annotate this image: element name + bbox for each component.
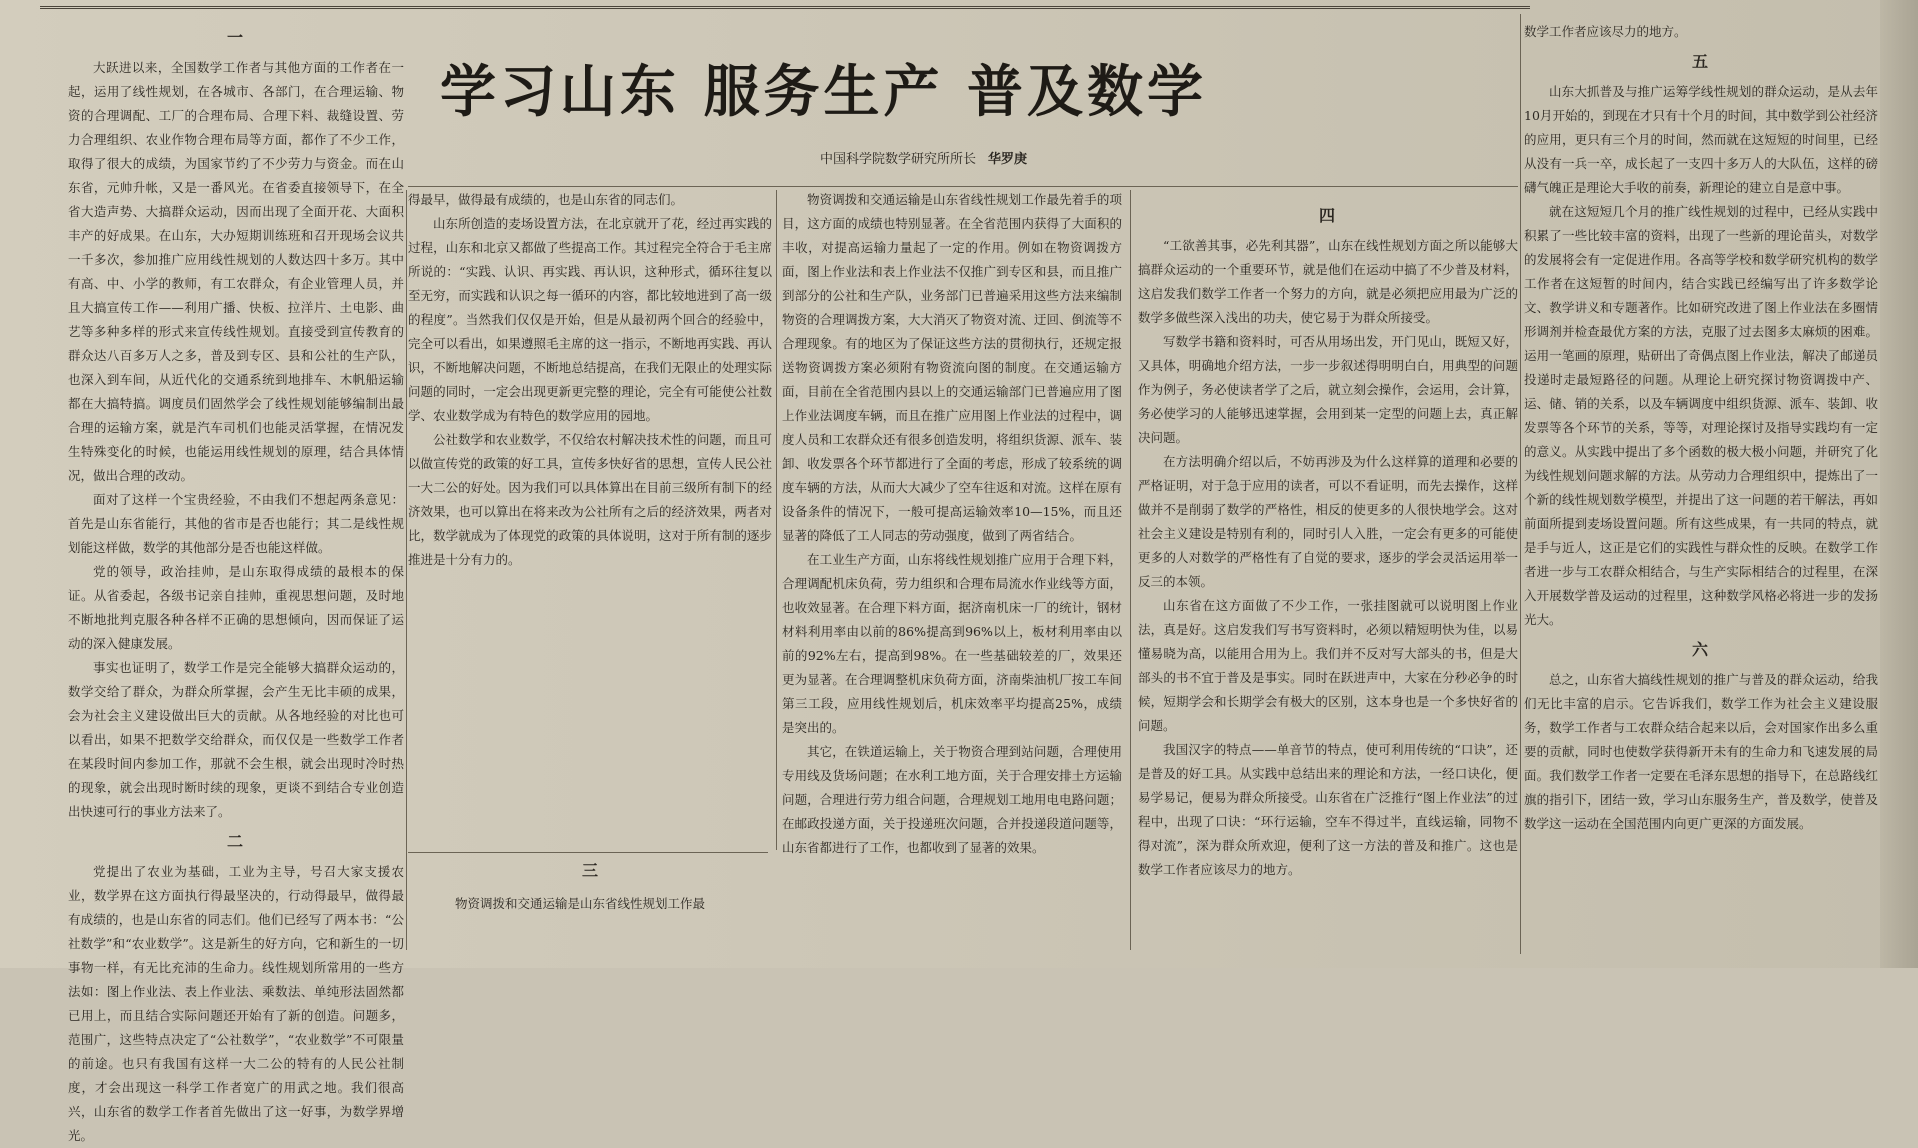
section-six-paragraph-1: 总之，山东省大搞线性规划的推广与普及的群众运动，给我们无比丰富的启示。它告诉我们，数学工作为社会主义建设服务，数学工作者与工农群众结合起来以后，会对国家作出多么重要的贡献，同时也使数学获得新开未有的生命力和飞速发展的局面。我们数学工作者一定要在毛泽东思想的指导下，在总路线红旗的指引下，团结一致，学习山东服务生产，普及数学，使普及数学这一运动在全国范围内向更广更深的方面发展。 xyxy=(1524,672,1878,831)
section-two-paragraph-1-cont: 得最早，做得最有成绩的，也是山东省的同志们。 xyxy=(408,192,684,207)
byline-affiliation: 中国科学院数学研究所所长 xyxy=(820,152,977,167)
headline: 学习山东 服务生产 普及数学 xyxy=(440,59,1207,125)
column-3 xyxy=(782,188,1122,928)
section-two-paragraph-2: 山东所创造的麦场设置方法，在北京就开了花，经过再实践的过程，山东和北京又都做了些提高工作。其过程完全符合于毛主席所说的：“实践、认识、再实践、再认识，这种形式，循环往复以至无穷，而实践和认识之每一循环的内容，都比较地进到了高一级的程度”。当然我们仅仅是开始，但是从最初两个回合的经验中，完全可以看出，如果遵照毛主席的这一指示，不断地再实践、再认识，不断地解决问题，不断地总结提高，在我们无限止的处理实际问题的同时，一定会出现更新更完整的理论，完全有可能使公社数学、农业数学成为有特色的数学应用的园地。 xyxy=(408,216,772,423)
section-one-paragraph-4: 事实也证明了，数学工作是完全能够大搞群众运动的，数学交给了群众，为群众所掌握，会产生无比丰硕的成果，会为社会主义建设做出巨大的贡献。从各地经验的对比也可以看出，如果不把数学交给群众，而仅仅是一些数学工作者在某段时间内参加工作，那就不会生根，就会出现时冷时热的现象，就会出现时断时续的现象，更谈不到结合专业创造出快速可行的事业方法来了。 xyxy=(68,660,404,819)
section-four-paragraph-1: “工欲善其事，必先利其器”，山东在线性规划方面之所以能够大搞群众运动的一个重要环节，就是他们在运动中搞了不少普及材料，这启发我们数学工作者一个努力的方向，就是必须把应用最为广泛的数学多做些深入浅出的功夫，使它易于为群众所接受。 xyxy=(1138,238,1518,325)
section-two-paragraph-3: 公社数学和农业数学，不仅给农村解决技术性的问题，而且可以做宣传党的政策的好工具，宣传多快好省的思想，宣传人民公社一大二公的好处。因为我们可以具体算出在目前三级所有制下的经济效果，也可以算出在将来改为公社所有之后的经济效果，两者对比，数学就成为了体现党的政策的具体说明，这对于所有制的逐步推进是十分有力的。 xyxy=(408,432,772,567)
column-rule-1 xyxy=(406,190,407,950)
section-four-paragraph-5: 我国汉字的特点——单音节的特点，使可利用传统的“口诀”，还是普及的好工具。从实践中总结出来的理论和方法，一经口诀化，便易学易记，便易为群众所接受。山东省在广泛推行“图上作业法”的过程中，出现了口诀：“环行运输，空车不得过半，直线运输，同物不得对流”，深为群众所欢迎，便利了这一方法的普及和推广。这也是数学工作者应该尽力的地方。 xyxy=(1138,742,1518,877)
section-number-one: 一 xyxy=(226,28,245,47)
section-three-paragraph-3: 其它，在铁道运输上，关于物资合理到站问题，合理使用专用线及货场问题；在水利工地方面，关于合理安排土方运输问题，合理进行劳力组合问题，合理规划工地用电电路问题；在邮政投递方面，关于投递班次问题，合并投递段道问题等，山东省都进行了工作，也都收到了显著的效果。 xyxy=(782,744,1122,855)
column-rule-4 xyxy=(1520,14,1521,954)
section-one-paragraph-2: 面对了这样一个宝贵经验，不由我们不想起两条意见：首先是山东省能行，其他的省市是否也能行；其二是线性规划能这样做，数学的其他部分是否也能这样做。 xyxy=(68,492,404,555)
section-five-paragraph-2: 就在这短短几个月的推广线性规划的过程中，已经从实践中积累了一些比较丰富的资料，出现了一些新的理论苗头，对数学的发展将会有一定促进作用。各高等学校和数学研究机构的数学工作者在这短暂的时间内，结合实践已经编写出了许多数学论文、教学讲义和专题著作。比如研究改进了图上作业法在多圈情形调剂并检查最优方案的方法，克服了过去图多太麻烦的困难。运用一笔画的原理，贴研出了奇偶点图上作业法，解决了邮递员投递时走最短路径的问题。从理论上研究探讨物资调拨中产、运、储、销的关系，以及车辆调度中组织货源、派车、装卸、收发票等各个环节的关系，等等，对理论探讨及指导实践均有一定的意义。从实践中提出了多个函数的极大极小问题，并研究了化为线性规划问题求解的方法。从劳动力合理组织中，提炼出了一个新的线性规划数学模型，并提出了这一问题的若干解法，再如前面所提到麦场设置问题。所有这些成果，有一共同的特点，就是手与近人，这正是它们的实践性与群众性的反映。在数学工作者进一步与工农群众相结合，与生产实际相结合的过程里，在深入开展数学普及运动的过程里，这种数学风格必将进一步的发扬光大。 xyxy=(1524,204,1878,627)
section-three-paragraph-2: 在工业生产方面，山东将线性规划推广应用于合理下料，合理调配机床负荷，劳力组织和合理布局流水作业线等方面，也收效显著。在合理下料方面，据济南机床一厂的统计，钢材材料利用率由以前的86%提高到96%以上，板材利用率由以前的92%左右，提高到98%。在一些基础较差的厂，效果还更为显著。在合理调整机床负荷方面，济南柴油机厂按工车间第三工段，应用线性规划后，机床效率平均提高25%，成绩是突出的。 xyxy=(782,552,1122,735)
section-number-three: 三 xyxy=(581,861,598,880)
section-four-paragraph-3: 在方法明确介绍以后，不妨再涉及为什么这样算的道理和必要的严格证明，对于急于应用的读者，可以不看证明，而先去操作，这样做并不是削弱了数学的严格性，相反的使更多的人很快地学会。这对社会主义建设是特别有利的，同时引人入胜，一定会有更多的可能使更多的人对数学的严格性有了自觉的要求，逐步的学会灵活运用举一反三的本领。 xyxy=(1138,454,1518,589)
section-four-paragraph-4: 山东省在这方面做了不少工作，一张挂图就可以说明图上作业法，真是好。这启发我们写书写资料时，必须以精短明快为佳，以易懂易晓为高，以能用合用为上。我们并不反对写大部头的书，但是大部头的书不宜于普及是事实。同时在跃进声中，大家在分秒必争的时候，短期学会和长期学会有极大的区别，这本身也是一个多快好省的问题。 xyxy=(1138,598,1518,733)
column-5 xyxy=(1524,20,1878,960)
column-4 xyxy=(1138,198,1518,938)
section-three-paragraph-1: 物资调拨和交通运输是山东省线性规划工作最先着手的项目，这方面的成绩也特别显著。在全省范围内获得了大面积的丰收，对提高运输力量起了一定的作用。例如在物资调拨方面，图上作业法和表上作业法不仅推广到专区和县，而且推广到部分的公社和生产队，业务部门已普遍采用这些方法来编制物资的合理调拨方案，大大消灭了物资对流、迂回、倒流等不合理现象。有的地区为了保证这些方法的贯彻执行，还规定报送物资调拨方案必须附有物资流向图的制度。在交通运输方面，目前在全省范围内县以上的交通运输部门已普遍应用了图上作业法调度车辆，而且在推广应用图上作业法的过程中，调度人员和工农群众还有很多创造发明，将组织货源、派车、装卸、收发票各个环节都进行了全面的考虑，形成了较系统的调度车辆的方法，从而大大减少了空车往返和对流。这样在原有设备条件的情况下，一般可提高运输效率10—15%，而且还显著的降低了工人同志的劳动强度，做到了两省结合。 xyxy=(782,192,1122,543)
section-one-paragraph-3: 党的领导，政治挂帅，是山东取得成绩的最根本的保证。从省委起，各级书记亲自挂帅，重视思想问题，及时地不断地批判克服各种各样不正确的思想倾向，因而保证了运动的深入健康发展。 xyxy=(68,564,404,651)
section-number-two: 二 xyxy=(226,832,245,851)
section-four-tail: 数学工作者应该尽力的地方。 xyxy=(1524,24,1687,39)
byline xyxy=(820,148,1120,167)
section-one-paragraph-1: 大跃进以来，全国数学工作者与其他方面的工作者在一起，运用了线性规划，在各城市、各部门，在合理运输、物资的合理调配、工厂的合理布局、合理下料、裁缝设置、劳力合理组织、农业作物合理布局等方面，都作了不少工作，取得了很大的成绩，为国家节约了不少劳力与资金。而在山东省，元帅升帐，又是一番风光。在省委直接领导下，在全省大造声势、大搞群众运动，因而出现了全面开花、大面积丰产的好成果。在山东，大办短期训练班和召开现场会议共一千多次，参加推广应用线性规划的人数达四十多万。其中有高、中、小学的教师，有工农群众，有企业管理人员，并且大搞宣传工作——利用广播、快板、拉洋片、土电影、曲艺等多种多样的形式来宣传线性规划。直接受到宣传教育的群众达八百多万人之多，普及到专区、县和公社的生产队，也深入到车间，从近代化的交通系统到地排车、木帆船运输都在大搞特搞。调度员们固然学会了线性规划能够编制出最合理的运输方案，就是汽车司机们也能灵活掌握，在情况发生特殊变化的时候，也能运用线性规划的原理，结合具体情况，做出合理的改动。 xyxy=(68,60,404,483)
page-edge-shadow xyxy=(1880,0,1918,968)
section-three-rule xyxy=(408,852,768,853)
section-four-paragraph-2: 写数学书籍和资料时，可否从用场出发，开门见山，既短又好，又具体，明确地介绍方法，一步一步叙述得明明白白，用典型的问题作为例子，务必使读者学了之后，就立刻会操作，会运用，会计算，务必使学习的人能够迅速掌握，会用到某一定型的问题上去，真正解决问题。 xyxy=(1138,334,1518,445)
byline-author: 华罗庚 xyxy=(988,152,1028,167)
headline-bottom-rule xyxy=(408,186,1518,187)
section-number-five: 五 xyxy=(1691,52,1710,71)
section-two-paragraph-1: 党提出了农业为基础，工业为主导，号召大家支援农业，数学界在这方面执行得最坚决的，行动得最早，做得最有成绩的，也是山东省的同志们。他们已经写了两本书：“公社数学”和“农业数学”。这是新生的好方向，它和新生的一切事物一样，有无比充沛的生命力。线性规划所常用的一些方法如：图上作业法、表上作业法、乘数法、单纯形法固然都已用上，而且结合实际问题还开始有了新的创造。问题多，范围广，这些特点决定了“公社数学”，“农业数学”不可限量的前途。也只有我国有这样一大二公的特有的人民公社制度，才会出现这一科学工作者宽广的用武之地。我们很高兴，山东省的数学工作者首先做出了这一好事，为数学界增光。 xyxy=(68,864,404,1143)
section-three-lead-line: 物资调拨和交通运输是山东省线性规划工作最 xyxy=(455,896,706,911)
section-three-lead xyxy=(430,892,770,922)
column-2 xyxy=(408,188,772,848)
section-number-four: 四 xyxy=(1318,206,1337,225)
column-rule-2 xyxy=(776,190,777,850)
column-rule-3 xyxy=(1130,190,1131,950)
section-five-paragraph-1: 山东大抓普及与推广运筹学线性规划的群众运动，是从去年10月开始的，到现在才只有十个月的时间，其中数学到公社经济的应用，更只有三个月的时间，然而就在这短短的时间里，已经从没有一兵一卒，成长起了一支四十多万人的大队伍，这样的磅礴气魄正是理论大手收的前奏，新理论的建立自是意中事。 xyxy=(1524,84,1878,195)
section-number-six: 六 xyxy=(1691,640,1710,659)
column-1 xyxy=(68,20,404,1143)
top-border-rule xyxy=(40,6,1530,9)
